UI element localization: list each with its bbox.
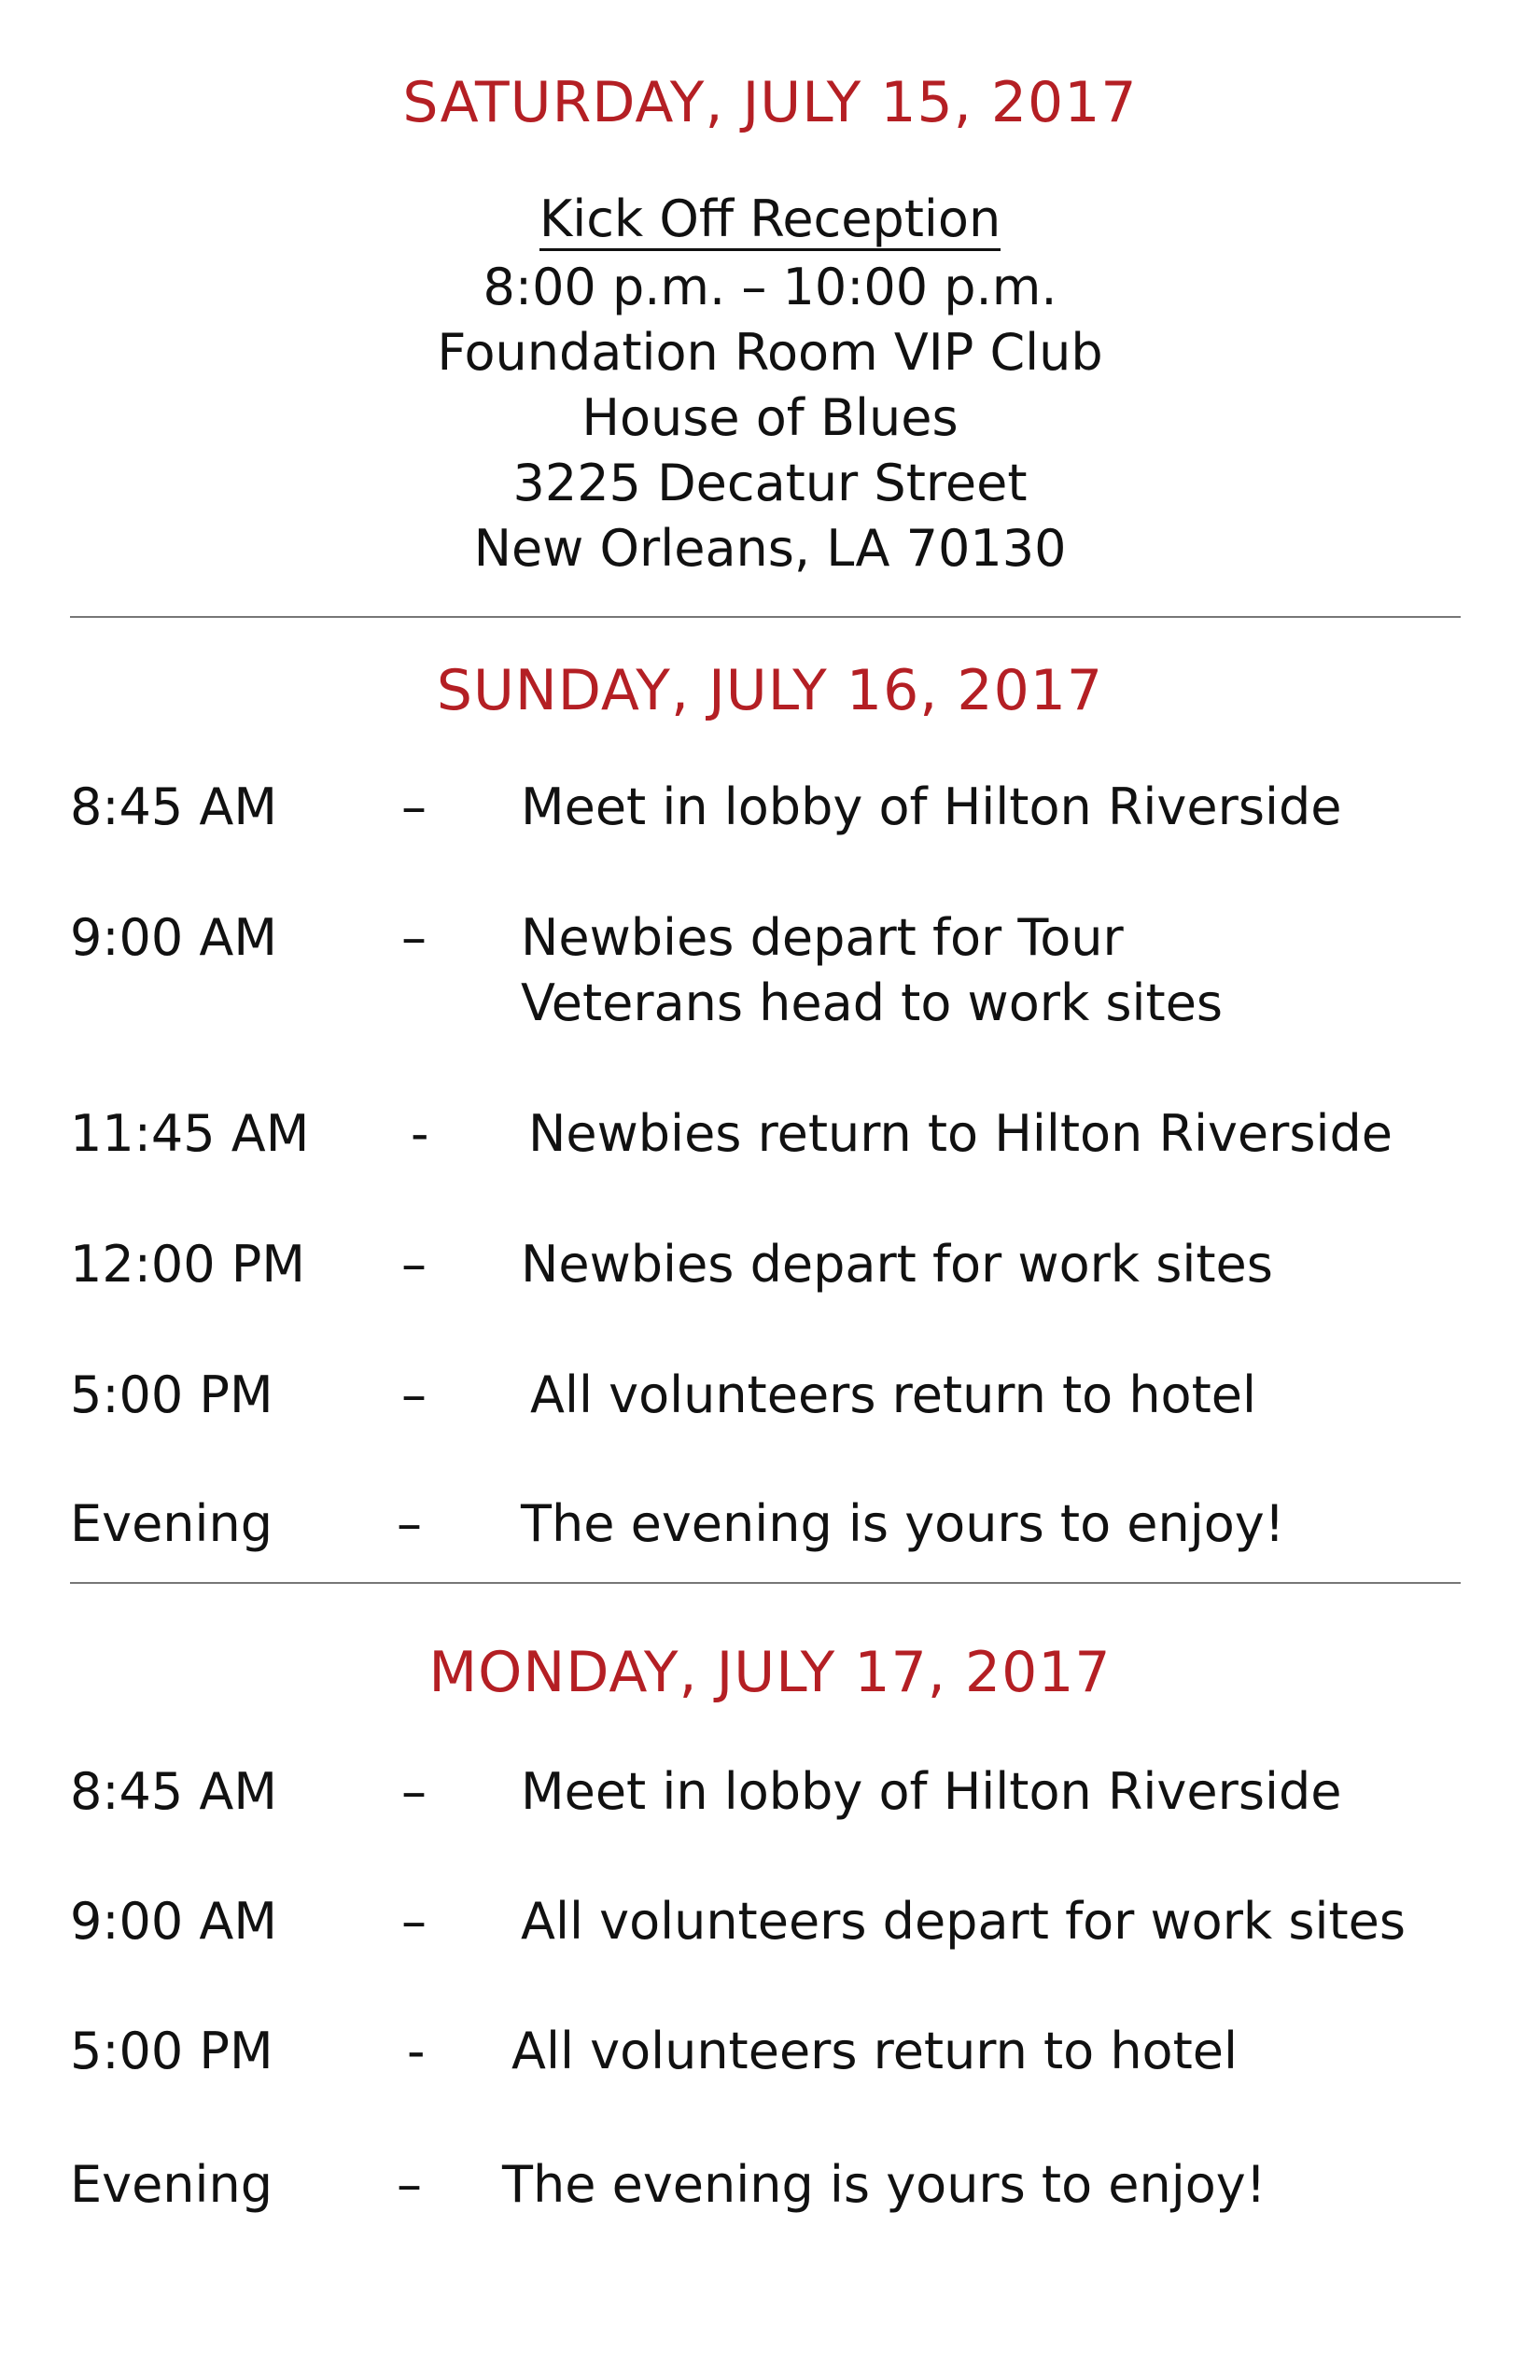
event-description: All volunteers return to hotel <box>511 2022 1238 2080</box>
reception-title: Kick Off Reception <box>539 190 1001 251</box>
event-separator: – <box>397 2155 422 2214</box>
event-time: 12:00 PM <box>70 1235 305 1294</box>
event-separator: - <box>411 1104 429 1163</box>
reception-city: New Orleans, LA 70130 <box>473 519 1067 578</box>
event-separator: - <box>407 2022 426 2080</box>
event-description: Meet in lobby of Hilton Riverside <box>521 1762 1342 1821</box>
event-separator: – <box>401 1365 427 1424</box>
event-separator: – <box>401 1235 427 1294</box>
event-time: 11:45 AM <box>70 1104 310 1163</box>
sunday-heading: SUNDAY, JULY 16, 2017 <box>436 658 1104 723</box>
event-description: Newbies depart for work sites <box>521 1235 1273 1294</box>
reception-time: 8:00 p.m. – 10:00 p.m. <box>483 258 1057 316</box>
event-separator: – <box>397 1494 422 1553</box>
event-time: 8:45 AM <box>70 777 277 836</box>
event-description: Meet in lobby of Hilton Riverside <box>521 777 1342 836</box>
reception-street: 3225 Decatur Street <box>512 454 1028 512</box>
event-description: The evening is yours to enjoy! <box>521 1494 1285 1553</box>
event-description: Newbies return to Hilton Riverside <box>528 1104 1393 1163</box>
event-time: Evening <box>70 2155 273 2214</box>
event-separator: – <box>401 1892 427 1951</box>
event-time: Evening <box>70 1494 273 1553</box>
saturday-heading: SATURDAY, JULY 15, 2017 <box>402 70 1138 135</box>
event-time: 5:00 PM <box>70 2022 273 2080</box>
event-description: All volunteers return to hotel <box>530 1365 1256 1424</box>
reception-place: House of Blues <box>581 388 959 447</box>
event-time: 9:00 AM <box>70 1892 277 1951</box>
section-divider <box>70 616 1461 618</box>
event-description: All volunteers depart for work sites <box>521 1892 1407 1951</box>
event-description: The evening is yours to enjoy! <box>502 2155 1267 2214</box>
event-separator: – <box>401 908 427 967</box>
kickoff-reception-block <box>0 187 1540 581</box>
event-time: 9:00 AM <box>70 908 277 967</box>
event-separator: – <box>401 777 427 836</box>
event-time: 8:45 AM <box>70 1762 277 1821</box>
monday-heading: MONDAY, JULY 17, 2017 <box>428 1640 1112 1705</box>
event-separator: – <box>401 1762 427 1821</box>
event-time: 5:00 PM <box>70 1365 273 1424</box>
section-divider <box>70 1582 1461 1584</box>
event-description: Newbies depart for Tour Veterans head to work sites <box>521 908 1224 1032</box>
reception-venue: Foundation Room VIP Club <box>437 323 1103 382</box>
